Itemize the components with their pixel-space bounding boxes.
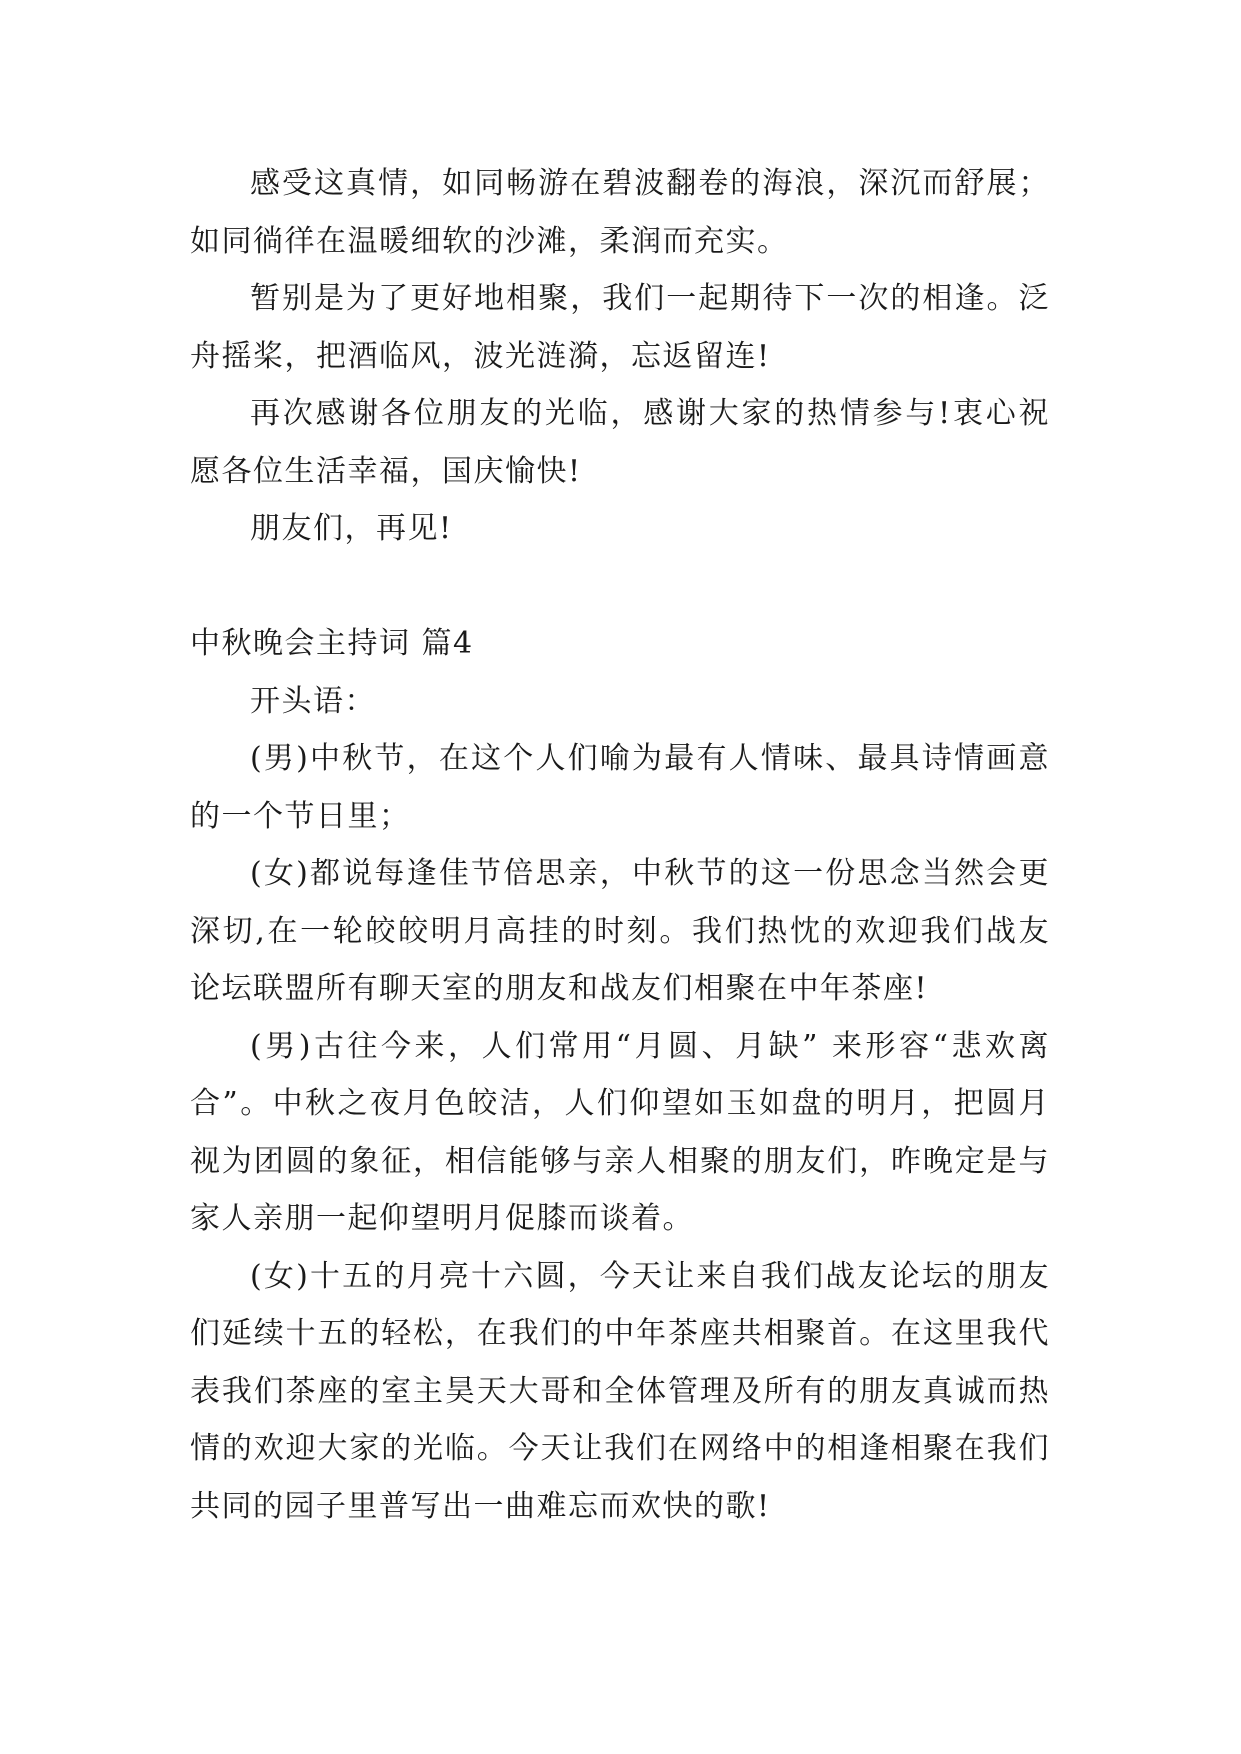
paragraph: 暂别是为了更好地相聚，我们一起期待下一次的相逢。泛舟摇桨，把酒临风，波光涟漪，忘返留连! [190,281,1050,374]
paragraph: 再次感谢各位朋友的光临，感谢大家的热情参与!衷心祝愿各位生活幸福，国庆愉快! [190,396,1050,489]
document-body [190,155,1050,1535]
paragraph: (男)中秋节，在这个人们喻为最有人情味、最具诗情画意的一个节日里； [190,741,1050,834]
section-heading: 中秋晚会主持词 篇4 [190,626,474,661]
paragraph: (女)十五的月亮十六圆，今天让来自我们战友论坛的朋友们延续十五的轻松，在我们的中年茶座共相聚首。在这里我代表我们茶座的室主昊天大哥和全体管理及所有的朋友真诚而热情的欢迎大家的光临。今天让我们在网络中的相逢相聚在我们共同的园子里普写出一曲难忘而欢快的歌! [190,1258,1050,1524]
paragraph: 开头语： [250,683,376,719]
paragraph: (男)古往今来，人们常用“月圆、月缺” 来形容“悲欢离合”。中秋之夜月色皎洁，人们仰望如玉如盘的明月，把圆月视为团圆的象征，相信能够与亲人相聚的朋友们，昨晚定是与家人亲朋一起仰望明月促膝而谈着。 [190,1028,1050,1236]
closing-line: 朋友们，再见! [250,511,453,546]
paragraph: 感受这真情，如同畅游在碧波翻卷的海浪，深沉而舒展；如同徜徉在温暖细软的沙滩，柔润而充实。 [190,166,1050,259]
paragraph: (女)都说每逢佳节倍思亲，中秋节的这一份思念当然会更深切,在一轮皎皎明月高挂的时刻。我们热忱的欢迎我们战友论坛联盟所有聊天室的朋友和战友们相聚在中年茶座! [190,856,1050,1006]
